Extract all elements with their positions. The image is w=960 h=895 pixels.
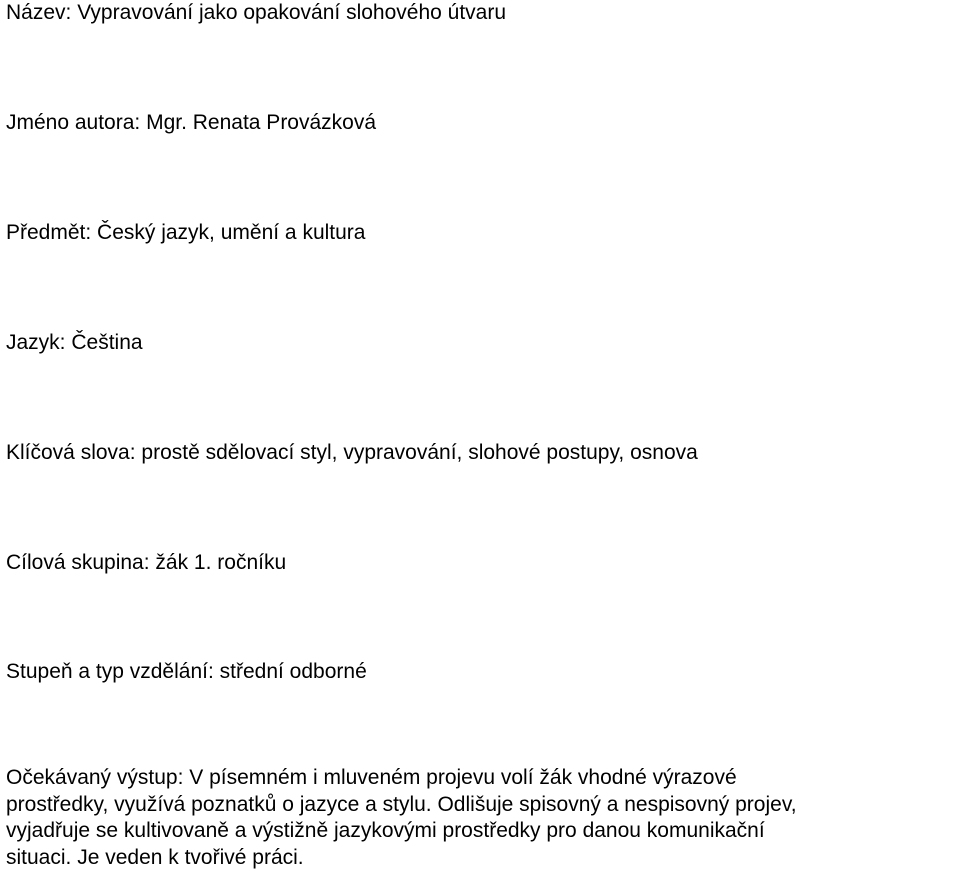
author-field: Jméno autora: Mgr. Renata Provázková [6, 111, 377, 134]
keywords-field: Klíčová slova: prostě sdělovací styl, vypravování, slohové postupy, osnova [6, 441, 698, 464]
target-group-field: Cílová skupina: žák 1. ročníku [6, 551, 287, 574]
language-field: Jazyk: Čeština [6, 331, 143, 354]
expected-output-line: Očekávaný výstup: V písemném i mluveném projevu volí žák vhodné výrazové [6, 766, 737, 789]
subject-field: Předmět: Český jazyk, umění a kultura [6, 221, 366, 244]
expected-output-line: prostředky, využívá poznatků o jazyce a stylu. Odlišuje spisovný a nespisovný projev, [6, 792, 797, 816]
education-level-field: Stupeň a typ vzdělání: střední odborné [6, 660, 367, 683]
expected-output-line: vyjadřuje se kultivovaně a výstižně jazykovými prostředky pro danou komunikační [6, 819, 765, 842]
title-field: Název: Vypravování jako opakování slohového útvaru [6, 1, 507, 24]
expected-output-line: situaci. Je veden k tvořivé práci. [6, 845, 304, 869]
expected-output-paragraph [6, 765, 956, 871]
